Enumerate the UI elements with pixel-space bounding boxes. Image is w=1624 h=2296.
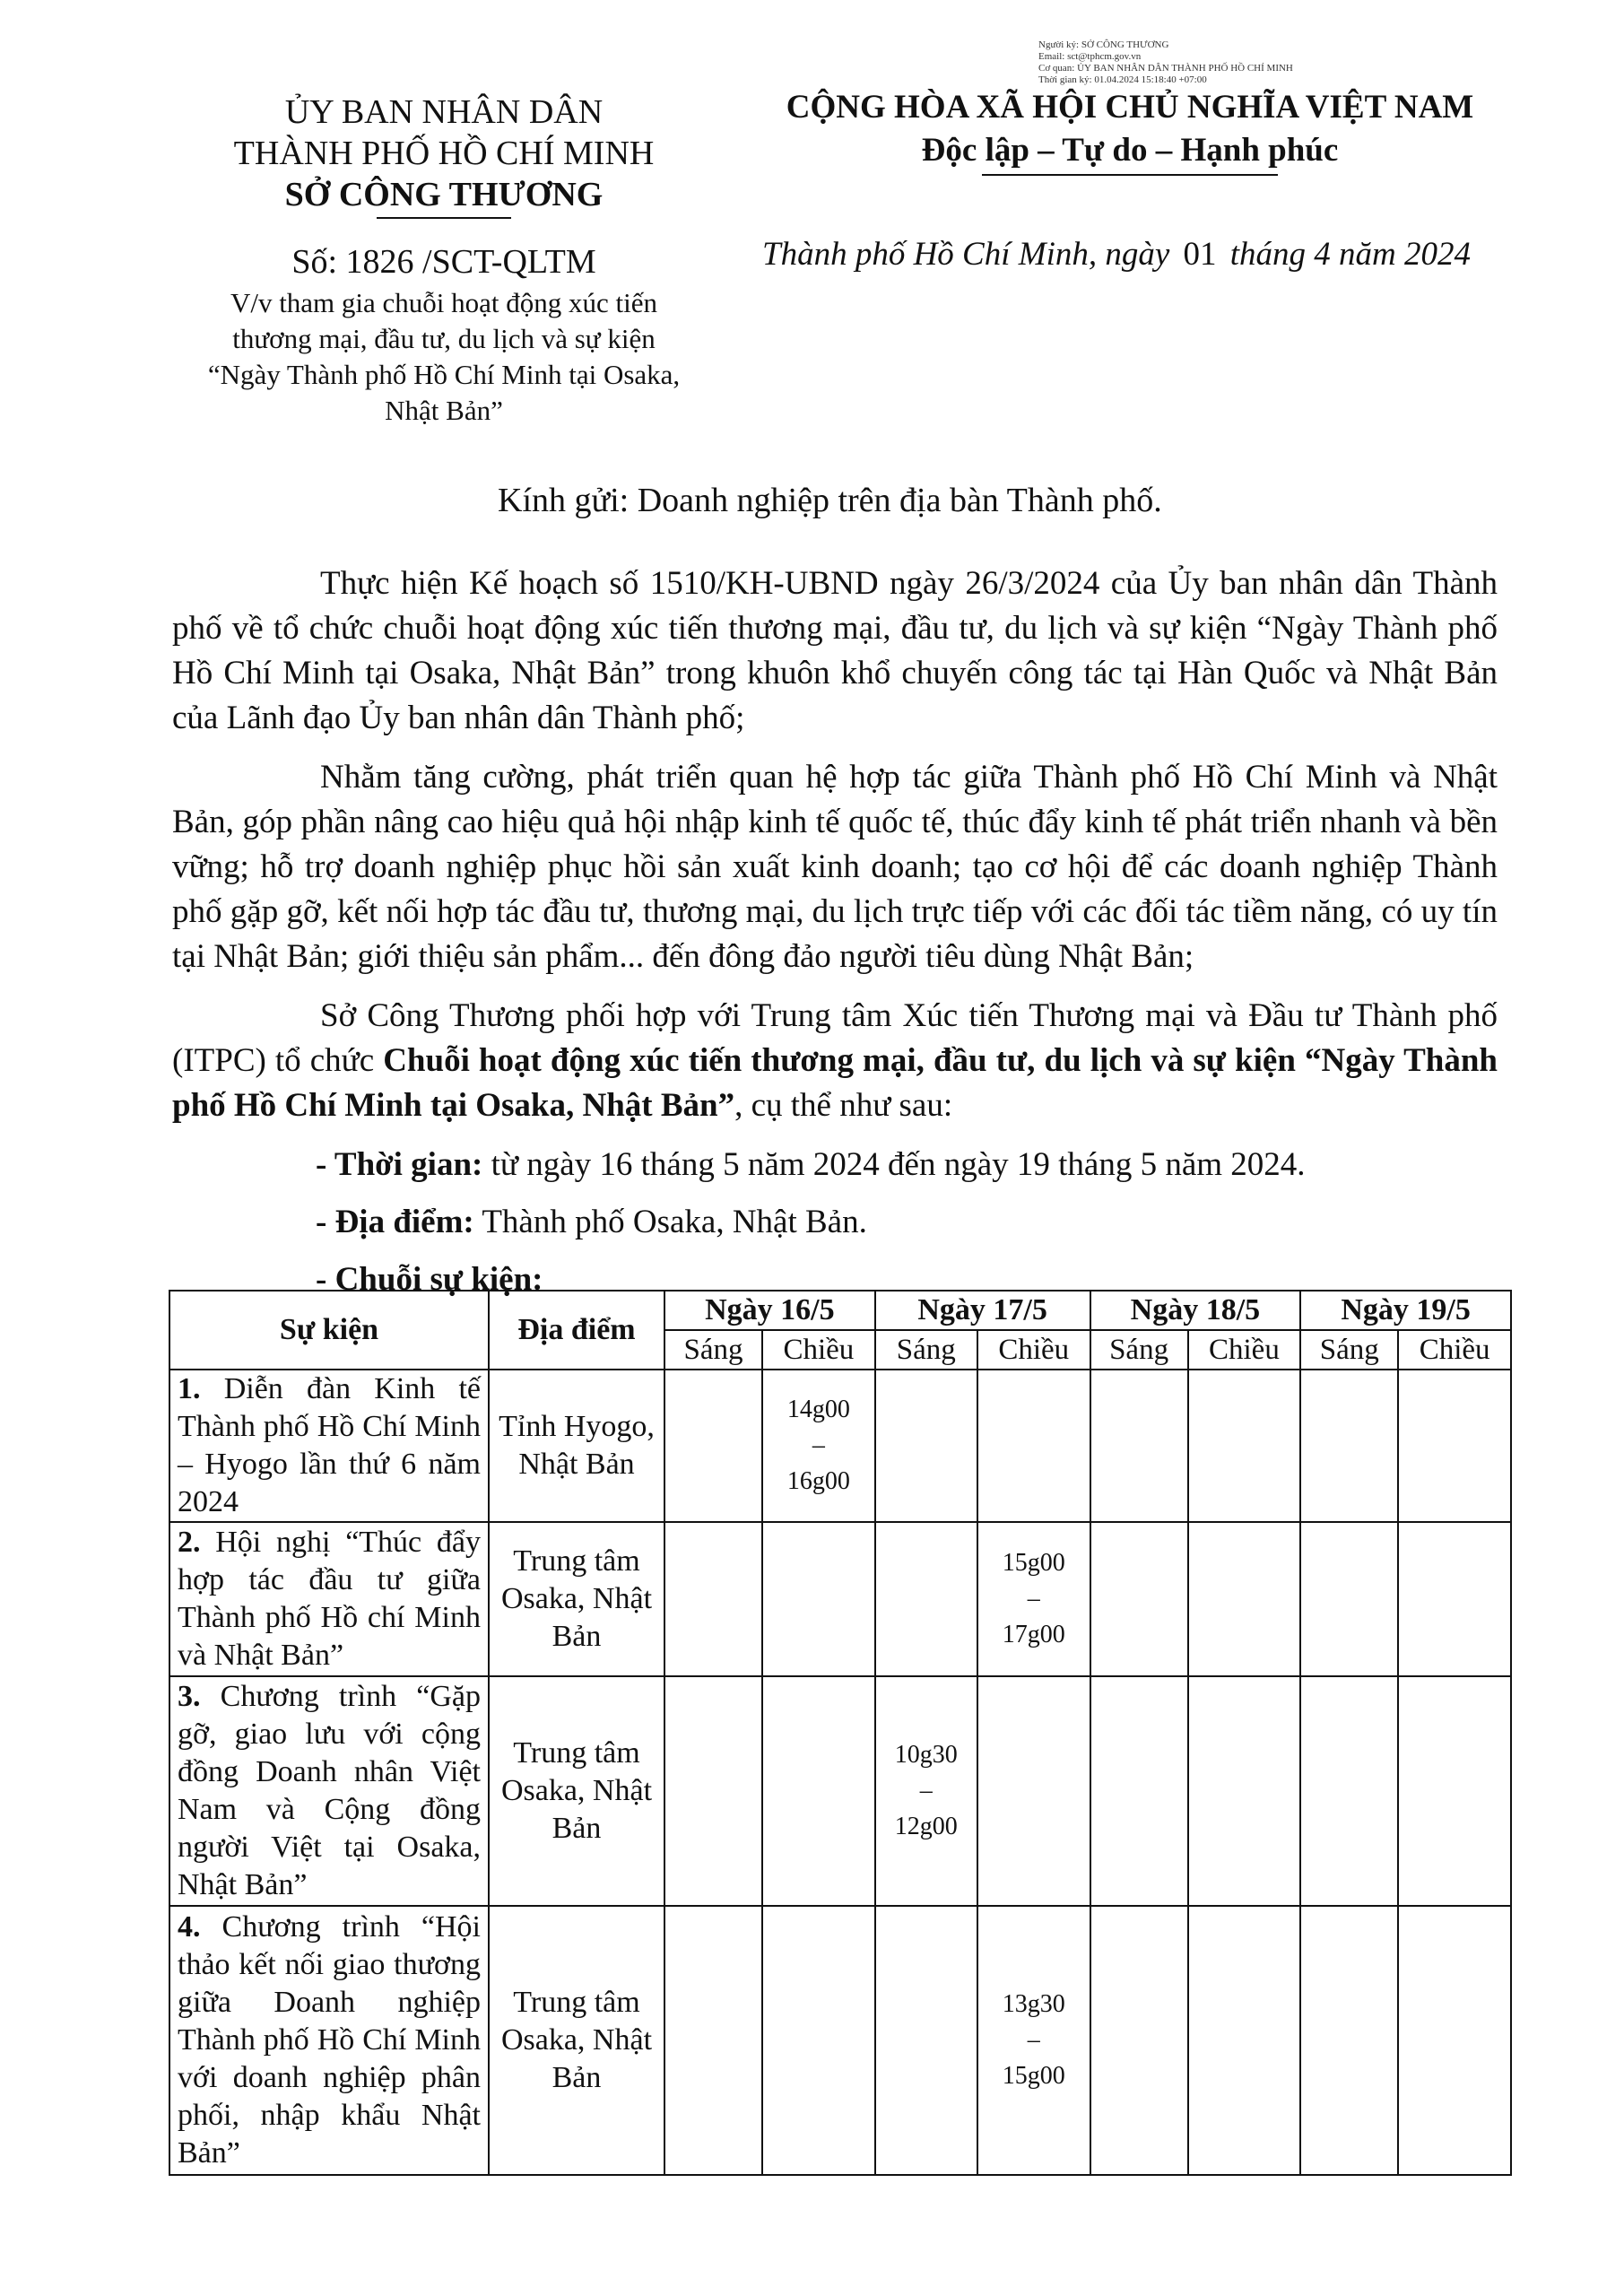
slot-time xyxy=(977,1906,1090,2175)
event-name xyxy=(169,1906,489,2175)
series-label: - Chuỗi sự kiện: xyxy=(316,1261,543,1298)
event-place: Tỉnh Hyogo, Nhật Bản xyxy=(489,1370,664,1522)
table-row xyxy=(169,1370,1511,1522)
slot-empty xyxy=(1188,1676,1301,1906)
event-place: Trung tâm Osaka, Nhật Bản xyxy=(489,1906,664,2175)
header-morning: Sáng xyxy=(1300,1330,1398,1370)
event-title: Hội nghị “Thúc đẩy hợp tác đầu tư giữa Thành phố Hồ chí Minh và Nhật Bản” xyxy=(178,1526,481,1672)
table-row xyxy=(169,1522,1511,1676)
event-title: Diễn đàn Kinh tế Thành phố Hồ Chí Minh – Hyogo lần thứ 6 năm 2024 xyxy=(178,1372,481,1518)
subject-line: “Ngày Thành phố Hồ Chí Minh tại Osaka, xyxy=(207,359,681,390)
time-value: từ ngày 16 tháng 5 năm 2024 đến ngày 19 tháng 5 năm 2024. xyxy=(482,1146,1306,1183)
time-end: 17g00 xyxy=(1002,1621,1065,1648)
paragraph-organization xyxy=(172,994,1498,1128)
issuing-agency xyxy=(193,91,695,219)
slot-empty xyxy=(762,1676,875,1906)
header-afternoon: Chiều xyxy=(1398,1330,1511,1370)
table-row xyxy=(169,1676,1511,1906)
date-suffix: tháng 4 năm 2024 xyxy=(1229,236,1472,273)
header-morning: Sáng xyxy=(1090,1330,1188,1370)
time-separator: – xyxy=(1027,1585,1040,1613)
slot-empty xyxy=(977,1370,1090,1522)
agency-line-2: THÀNH PHỐ HỒ CHÍ MINH xyxy=(233,135,655,172)
event-number: 2. xyxy=(178,1526,201,1559)
nation-name: CỘNG HÒA XÃ HỘI CHỦ NGHĨA VIỆT NAM xyxy=(786,89,1474,126)
time-start: 10g30 xyxy=(894,1741,958,1769)
slot-empty xyxy=(664,1906,762,2175)
event-place: Trung tâm Osaka, Nhật Bản xyxy=(489,1676,664,1906)
event-title: Chương trình “Gặp gỡ, giao lưu với cộng đồng Doanh nhân Việt Nam và Cộng đồng người Việt tại Osaka, Nhật Bản” xyxy=(178,1680,481,1901)
time-start: 13g30 xyxy=(1002,1990,1065,2018)
motto-underline xyxy=(982,174,1278,176)
header-day: Ngày 19/5 xyxy=(1300,1291,1511,1330)
department-name: SỞ CÔNG THƯƠNG xyxy=(284,176,604,213)
slot-empty xyxy=(1090,1676,1188,1906)
header-afternoon: Chiều xyxy=(762,1330,875,1370)
recipient: Kính gửi: Doanh nghiệp trên địa bàn Thành phố. xyxy=(498,482,1162,519)
date-prefix: Thành phố Hồ Chí Minh, ngày xyxy=(762,236,1170,273)
event-number: 1. xyxy=(178,1372,201,1405)
slot-time xyxy=(977,1522,1090,1676)
event-name xyxy=(169,1370,489,1522)
slot-empty xyxy=(1188,1370,1301,1522)
slot-empty xyxy=(1398,1676,1511,1906)
header-day: Ngày 18/5 xyxy=(1090,1291,1301,1330)
subject-line: V/v tham gia chuỗi hoạt động xúc tiến xyxy=(230,287,658,318)
slot-empty xyxy=(977,1676,1090,1906)
time-end: 15g00 xyxy=(1002,2062,1065,2090)
header-morning: Sáng xyxy=(664,1330,762,1370)
slot-empty xyxy=(1188,1522,1301,1676)
letter-body xyxy=(172,561,1498,1302)
national-header xyxy=(726,86,1533,176)
header-day: Ngày 17/5 xyxy=(875,1291,1090,1330)
paragraph-purpose: Nhằm tăng cường, phát triển quan hệ hợp tác giữa Thành phố Hồ Chí Minh và Nhật Bản, góp phần nâng cao hiệu quả hội nhập kinh tế quốc tế, thúc đẩy kinh tế phát triển nhanh và bền vững; hỗ trợ doanh nghiệp phục hồi sản xuất kinh doanh; tạo cơ hội để các doanh nghiệp Thành phố gặp gỡ, kết nối hợp tác đầu tư, thương mại, du lịch trực tiếp với các đối tác tiềm năng, có uy tín tại Nhật Bản; giới thiệu sản phẩm... đến đông đảo người tiêu dùng Nhật Bản; xyxy=(172,759,1498,975)
slot-empty xyxy=(1090,1906,1188,2175)
event-title: Chương trình “Hội thảo kết nối giao thương giữa Doanh nghiệp Thành phố Hồ Chí Minh với doanh nghiệp phân phối, nhập khẩu Nhật Bản” xyxy=(178,1910,481,2170)
slot-empty xyxy=(664,1676,762,1906)
time-separator: – xyxy=(812,1431,825,1459)
header-day: Ngày 16/5 xyxy=(664,1291,875,1330)
event-number: 3. xyxy=(178,1680,201,1713)
time-item xyxy=(172,1143,1498,1187)
national-motto: Độc lập – Tự do – Hạnh phúc xyxy=(921,132,1339,169)
slot-empty xyxy=(762,1906,875,2175)
slot-time xyxy=(875,1676,977,1906)
slot-empty xyxy=(664,1522,762,1676)
time-label: - Thời gian: xyxy=(316,1146,483,1183)
slot-empty xyxy=(1398,1370,1511,1522)
slot-empty xyxy=(1090,1522,1188,1676)
subject-line: thương mại, đầu tư, du lịch và sự kiện xyxy=(232,323,656,354)
slot-empty xyxy=(875,1522,977,1676)
agency-line-1: ỦY BAN NHÂN DÂN xyxy=(284,93,604,131)
place-value: Thành phố Osaka, Nhật Bản. xyxy=(473,1204,867,1240)
place-label: - Địa điểm: xyxy=(316,1204,474,1240)
paragraph-basis: Thực hiện Kế hoạch số 1510/KH-UBND ngày 26/3/2024 của Ủy ban nhân dân Thành phố về tổ chức chuỗi hoạt động xúc tiến thương mại, đầu tư, du lịch và sự kiện “Ngày Thành phố Hồ Chí Minh tại Osaka, Nhật Bản” trong khuôn khổ chuyến công tác tại Hàn Quốc và Nhật Bản của Lãnh đạo Ủy ban nhân dân Thành phố; xyxy=(172,565,1498,736)
time-start: 15g00 xyxy=(1002,1549,1065,1577)
paragraph-text: , cụ thể như sau: xyxy=(734,1087,953,1124)
paragraph-text: Sở Công Thương phối hợp với Trung tâm Xúc tiến Thương mại và Đầu tư Thành phố (ITPC) tổ chức xyxy=(172,997,1498,1079)
time-separator: – xyxy=(919,1777,933,1805)
slot-empty xyxy=(1300,1522,1398,1676)
header-afternoon: Chiều xyxy=(1188,1330,1301,1370)
slot-empty xyxy=(1398,1522,1511,1676)
slot-empty xyxy=(762,1522,875,1676)
slot-empty xyxy=(1090,1370,1188,1522)
stamp-signer: Người ký: SỞ CÔNG THƯƠNG xyxy=(1038,39,1169,50)
department-underline xyxy=(377,217,511,219)
place-item xyxy=(172,1200,1498,1245)
slot-empty xyxy=(1300,1370,1398,1522)
date-line xyxy=(762,235,1569,274)
slot-empty xyxy=(664,1370,762,1522)
header-place: Địa điểm xyxy=(489,1291,664,1370)
time-start: 14g00 xyxy=(786,1396,850,1423)
time-separator: – xyxy=(1027,2026,1040,2054)
slot-empty xyxy=(875,1906,977,2175)
table-header-row xyxy=(169,1291,1511,1330)
event-place: Trung tâm Osaka, Nhật Bản xyxy=(489,1522,664,1676)
header-event: Sự kiện xyxy=(169,1291,489,1370)
time-end: 16g00 xyxy=(786,1467,850,1495)
time-end: 12g00 xyxy=(894,1813,958,1840)
event-name xyxy=(169,1522,489,1676)
slot-empty xyxy=(875,1370,977,1522)
signature-stamp xyxy=(1038,39,1505,86)
slot-empty xyxy=(1300,1906,1398,2175)
slot-empty xyxy=(1398,1906,1511,2175)
slot-empty xyxy=(1188,1906,1301,2175)
slot-empty xyxy=(1300,1676,1398,1906)
event-schedule-table xyxy=(169,1290,1512,2176)
header-afternoon: Chiều xyxy=(977,1330,1090,1370)
event-name xyxy=(169,1676,489,1906)
program-title: Chuỗi hoạt động xúc tiến thương mại, đầu tư, du lịch và sự kiện “Ngày Thành phố Hồ Chí Minh tại Osaka, Nhật Bản” xyxy=(172,1042,1498,1124)
slot-time xyxy=(762,1370,875,1522)
document-subject xyxy=(193,285,695,429)
subject-line: Nhật Bản” xyxy=(385,395,503,426)
table-row xyxy=(169,1906,1511,2175)
header-morning: Sáng xyxy=(875,1330,977,1370)
stamp-time: Thời gian ký: 01.04.2024 15:18:40 +07:00 xyxy=(1038,74,1207,85)
event-number: 4. xyxy=(178,1910,201,1944)
document-number: Số: 1826 /SCT-QLTM xyxy=(291,243,596,281)
stamp-agency: Cơ quan: ỦY BAN NHÂN DÂN THÀNH PHỐ HỒ CHÍ MINH xyxy=(1038,63,1293,74)
date-day: 01 xyxy=(1183,236,1217,273)
stamp-email: Email: sct@tphcm.gov.vn xyxy=(1038,51,1142,62)
